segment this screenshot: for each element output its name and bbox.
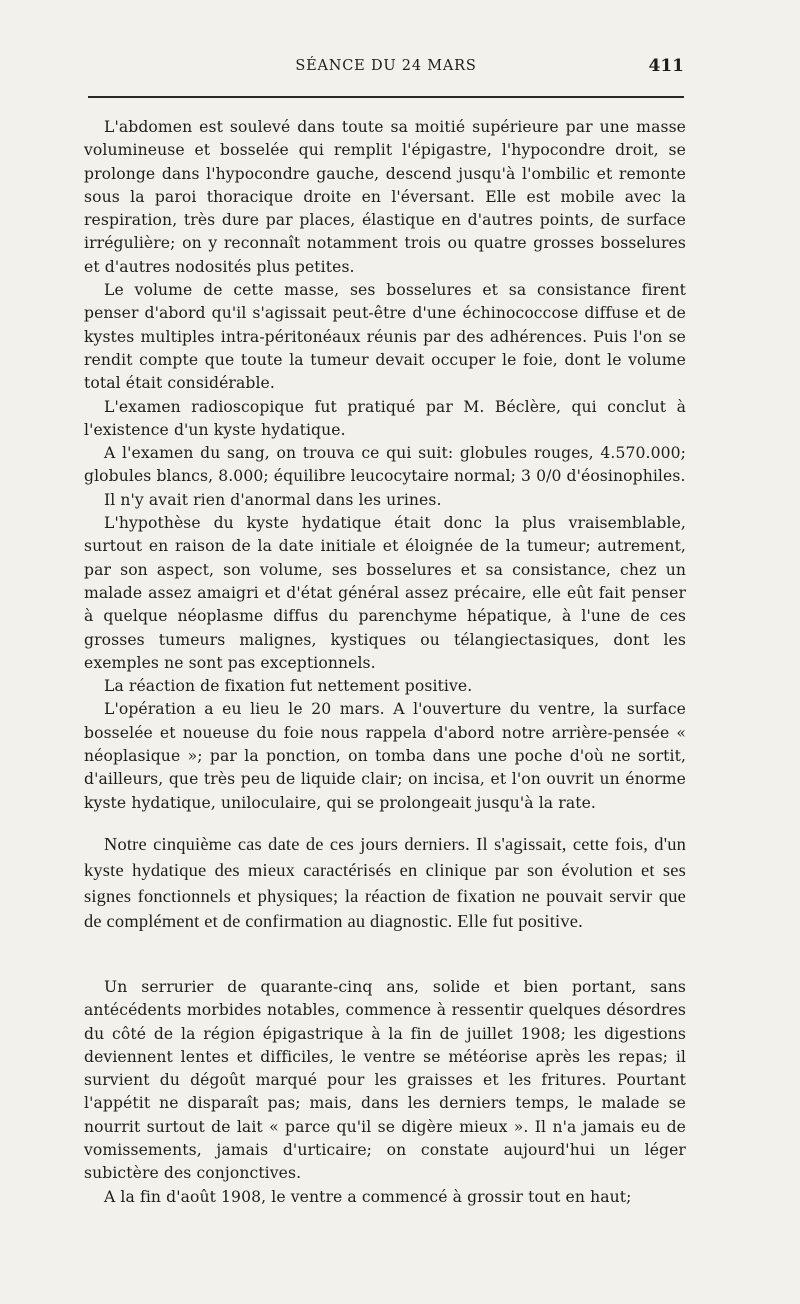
running-head xyxy=(88,58,684,82)
paragraph: Notre cinquième cas date de ces jours derniers. Il s'agissait, cette fois, d'un kyste hydatique des mieux caractérisés en clinique par son évolution et ses signes fonctionnels et physiques; la réaction de fixation ne pouvait servir que de complément et de confirmation au diagnostic. Elle fut positive. xyxy=(84,834,686,932)
case-five-intro xyxy=(84,832,686,935)
running-title: SÉANCE DU 24 MARS xyxy=(295,58,477,74)
paragraph: L'abdomen est soulevé dans toute sa moitié supérieure par une masse volumineuse et bosselée qui remplit l'épigastre, l'hypocondre droit, se prolonge dans l'hypocondre gauche, descend jusqu'à l'ombilic et remonte sous la paroi thoracique droite en l'éversant. Elle est mobile avec la respiration, très dure par places, élastique en d'autres points, de surface irrégulière; on y reconnaît notamment trois ou quatre grosses bosselures et d'autres nodosités plus petites. xyxy=(84,118,686,276)
paragraph: A la fin d'août 1908, le ventre a commencé à grossir tout en haut; xyxy=(104,1187,632,1206)
paragraph: La réaction de fixation fut nettement positive. xyxy=(104,677,473,696)
header-rule xyxy=(88,96,684,98)
paragraph: L'hypothèse du kyste hydatique était donc la plus vraisemblable, surtout en raison de la date initiale et éloignée de la tumeur; autrement, par son aspect, son volume, ses bosselures et sa consistance, chez un malade assez amaigri et d'état général assez précaire, elle eût fait penser à quelque néoplasme diffus du parenchyme hépatique, à l'une de ces grosses tumeurs malignes, kystiques ou télangiectasiques, dont les exemples ne sont pas exceptionnels. xyxy=(84,514,686,672)
case-four-text xyxy=(84,116,686,815)
paragraph: Un serrurier de quarante-cinq ans, solide et bien portant, sans antécédents morbides notables, commence à ressentir quelques désordres du côté de la région épigastrique à la fin de juillet 1908; les digestions deviennent lentes et difficiles, le ventre se météorise après les repas; il survient du dégoût marqué pour les graisses et les fritures. Pourtant l'appétit ne disparaît pas; mais, dans les derniers temps, le malade se nourrit surtout de lait « parce qu'il se digère mieux ». Il n'a jamais eu de vomissements, jamais d'urticaire; on constate aujourd'hui un léger subictère des conjonctives. xyxy=(84,978,686,1183)
page-number: 411 xyxy=(648,56,684,76)
paragraph: L'examen radioscopique fut pratiqué par M. Béclère, qui conclut à l'existence d'un kyste hydatique. xyxy=(84,397,686,439)
case-five-history xyxy=(84,976,686,1209)
paragraph: A l'examen du sang, on trouva ce qui suit: globules rouges, 4.570.000; globules blancs, 8.000; équilibre leucocytaire normal; 3 0/0 d'éosinophiles. xyxy=(84,444,686,486)
paragraph: Il n'y avait rien d'anormal dans les urines. xyxy=(104,490,442,509)
paragraph: L'opération a eu lieu le 20 mars. A l'ouverture du ventre, la surface bosselée et noueuse du foie nous rappela d'abord notre arrière-pensée « néoplasique »; par la ponction, on tomba dans une poche d'où ne sortit, d'ailleurs, que très peu de liquide clair; on incisa, et l'on ouvrit un énorme kyste hydatique, uniloculaire, qui se prolongeait jusqu'à la rate. xyxy=(84,700,686,812)
paragraph: Le volume de cette masse, ses bosselures et sa consistance firent penser d'abord qu'il s'agissait peut-être d'une échinococcose diffuse et de kystes multiples intra-péritonéaux réunis par des adhérences. Puis l'on se rendit compte que toute la tumeur devait occuper le foie, dont le volume total était considérable. xyxy=(84,281,686,393)
